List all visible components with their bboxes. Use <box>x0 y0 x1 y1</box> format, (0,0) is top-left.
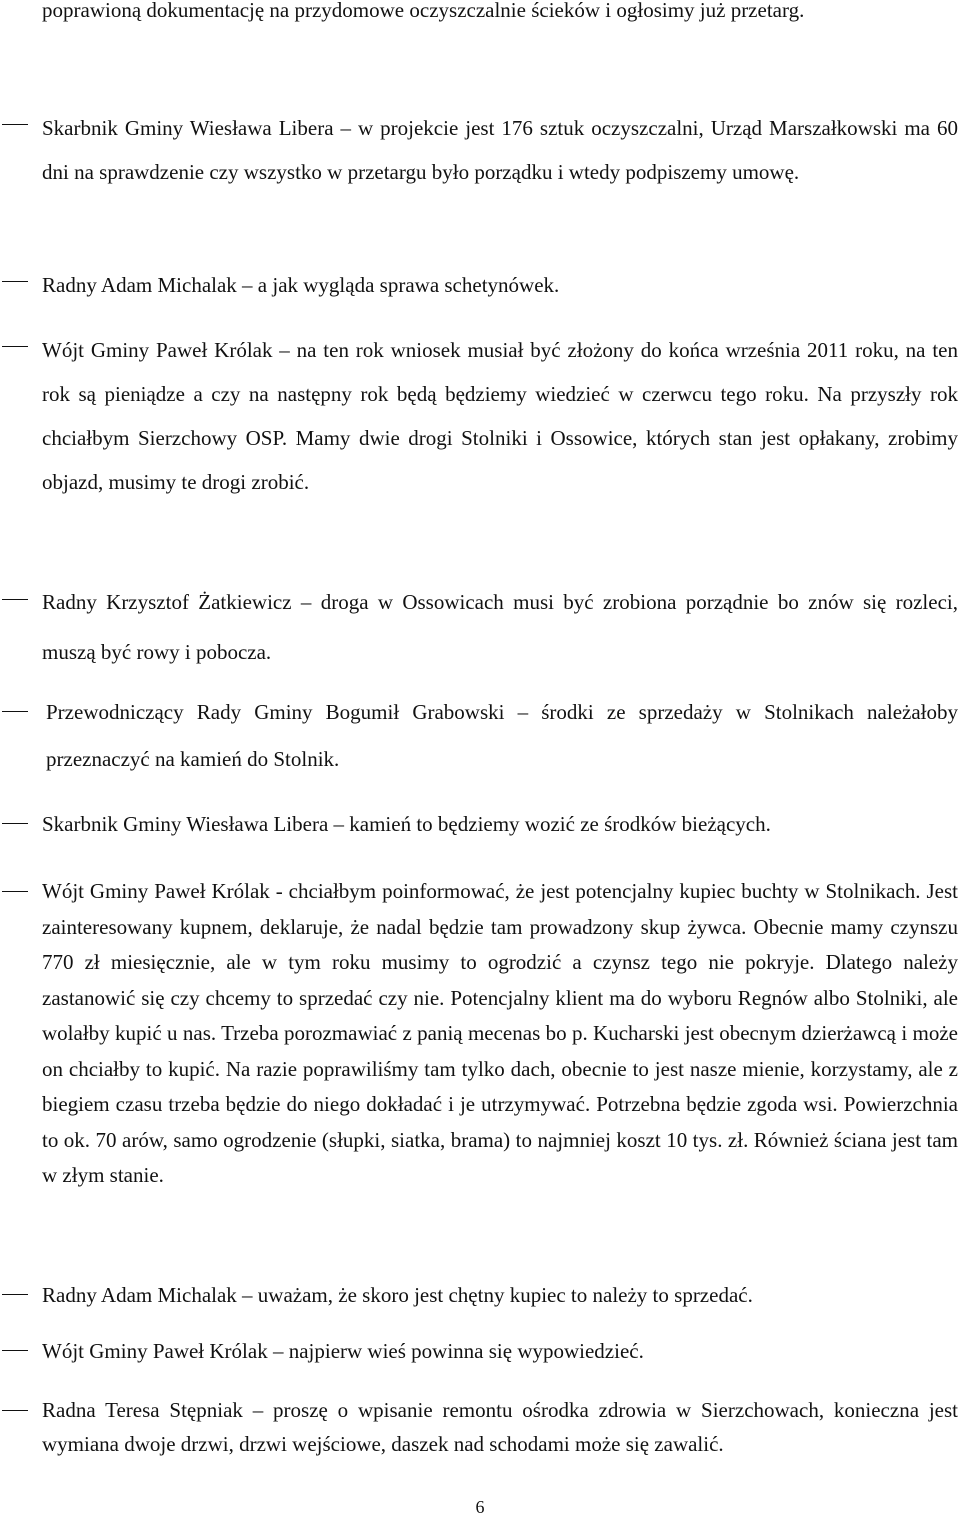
dash-bullet-icon <box>2 599 28 600</box>
list-item-text: Skarbnik Gminy Wiesława Libera – w projekcie jest 176 sztuk oczyszczalni, Urząd Marszałkowski ma 60 dni na sprawdzenie czy wszystko w przetargu było porządku i wtedy podpiszemy umowę. <box>42 116 958 184</box>
list-item <box>0 689 958 783</box>
list-item <box>0 263 958 307</box>
page-number: 6 <box>475 1497 485 1517</box>
list-item-text: Wójt Gminy Paweł Królak – na ten rok wniosek musiał być złożony do końca września 2011 roku, na ten rok są pieniądze a czy na następny rok będą będziemy wiedzieć w czerwcu tego roku. Na przyszły rok chciałbym Sierzchowy OSP. Mamy dwie drogi Stolniki i Ossowice, których stan jest opłakany, zrobimy objazd, musimy te drogi zrobić. <box>42 338 958 494</box>
list-item-text: Radny Krzysztof Żatkiewicz – droga w Ossowicach musi być zrobiona porządnie bo znów się rozleci, muszą być rowy i pobocza. <box>42 590 958 664</box>
dash-bullet-icon <box>2 711 28 712</box>
continuation-paragraph: poprawioną dokumentację na przydomowe oczyszczalnie ścieków i ogłosimy już przetarg. <box>42 0 805 22</box>
list-item-text: Radna Teresa Stępniak – proszę o wpisanie remontu ośrodka zdrowia w Sierzchowach, konieczna jest wymiana dwoje drzwi, drzwi wejściowe, daszek nad schodami może się zawalić. <box>42 1398 958 1456</box>
dash-bullet-icon <box>2 124 28 125</box>
dash-bullet-icon <box>2 1294 28 1295</box>
list-item <box>0 874 958 1194</box>
list-item <box>0 328 958 504</box>
list-item <box>0 106 958 194</box>
list-item-text: Wójt Gminy Paweł Królak – najpierw wieś powinna się wypowiedzieć. <box>42 1339 644 1363</box>
dash-bullet-icon <box>2 281 28 282</box>
list-item <box>0 1393 958 1461</box>
list-item-text: Radny Adam Michalak – a jak wygląda sprawa schetynówek. <box>42 273 560 297</box>
list-item-text: Wójt Gminy Paweł Królak - chciałbym poinformować, że jest potencjalny kupiec buchty w Stolnikach. Jest zainteresowany kupnem, deklaruje, że nadal będzie tam prowadzony skup żywca. Obecnie mamy czynszu 770 zł miesięcznie, ale w tym roku musimy to ogrodzić a czynsz tego nie pokryje. Dlatego należy zastanowić się czy chcemy to sprzedać czy nie. Potencjalny klient ma do wyboru Regnów albo Stolniki, ale wolałby kupić u nas. Trzeba porozmawiać z panią mecenas bo p. Kucharski jest obecnym dzierżawcą i może on chciałby to kupić. Na razie poprawiliśmy tam tylko dach, obecnie to jest nasze mienie, korzystamy, ale z biegiem czasu trzeba będzie do niego dokładać i je utrzymywać. Potrzebna będzie zgoda wsi. Powierzchnia to ok. 70 arów, samo ogrodzenie (słupki, siatka, brama) to najmniej koszt 10 tys. zł. Również ściana jest tam w złym stanie. <box>42 879 958 1187</box>
list-item <box>0 577 958 677</box>
list-item <box>0 806 958 842</box>
list-item-text: Przewodniczący Rady Gminy Bogumił Grabowski – środki ze sprzedaży w Stolnikach należałoby przeznaczyć na kamień do Stolnik. <box>46 700 958 771</box>
dash-bullet-icon <box>2 823 28 824</box>
dash-bullet-icon <box>2 346 28 347</box>
list-item <box>0 1277 958 1313</box>
dash-bullet-icon <box>2 1350 28 1351</box>
dash-bullet-icon <box>2 891 28 892</box>
list-item <box>0 1333 958 1369</box>
list-item-text: Radny Adam Michalak – uważam, że skoro jest chętny kupiec to należy to sprzedać. <box>42 1283 753 1307</box>
list-item-text: Skarbnik Gminy Wiesława Libera – kamień to będziemy wozić ze środków bieżących. <box>42 812 771 836</box>
dash-bullet-icon <box>2 1410 28 1411</box>
